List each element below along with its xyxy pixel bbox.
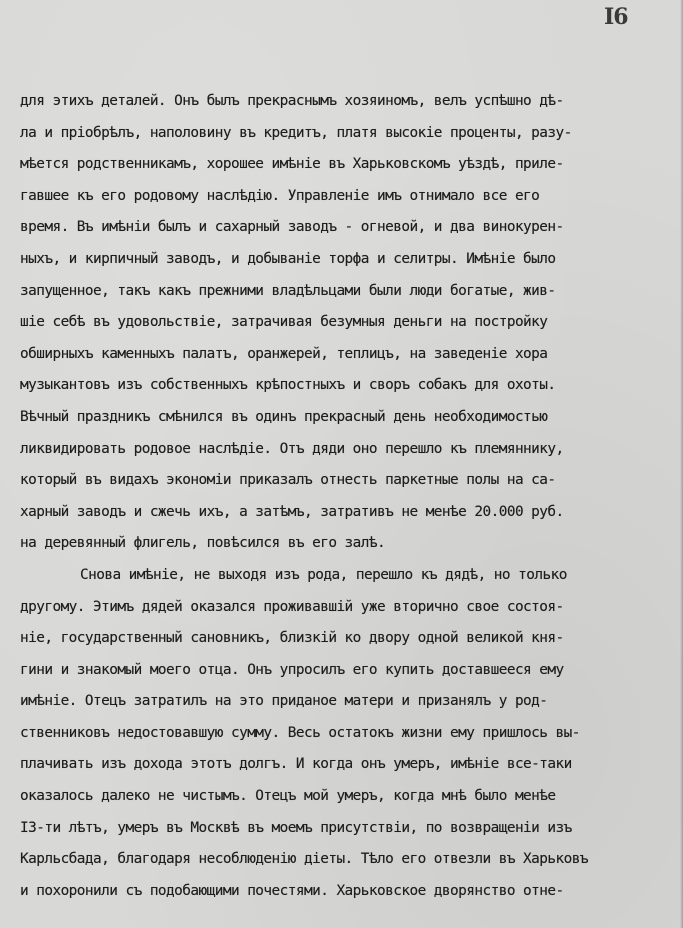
- text-line: Вѣчный праздникъ смѣнился въ одинъ прекрасный день необходимостью: [20, 408, 548, 425]
- text-line: ніе, государственный сановникъ, близкій ко двору одной великой кня-: [20, 630, 564, 647]
- text-line: ственниковъ недостовавшую сумму. Весь остатокъ жизни ему пришлось вы-: [20, 724, 580, 741]
- text-line: I3-ти лѣтъ, умеръ въ Москвѣ въ моемъ присутствіи, по возвращеніи изъ: [20, 819, 572, 836]
- text-line: гавшее къ его родовому наслѣдію. Управленіе имъ отнимало все его: [20, 187, 540, 204]
- page-number: I6: [604, 4, 628, 30]
- text-line: мѣется родственникамъ, хорошее имѣніе въ Харьковскомъ уѣздѣ, приле-: [20, 156, 564, 173]
- text-line: ликвидировать родовое наслѣдіе. Отъ дяди оно перешло къ племяннику,: [20, 440, 564, 457]
- text-line: харный заводъ и сжечь ихъ, а затѣмъ, затративъ не менѣе 20.000 руб.: [20, 503, 564, 520]
- text-line: ла и пріобрѣлъ, наполовину въ кредитъ, платя высокіе проценты, разу-: [20, 124, 572, 141]
- text-line: ныхъ, и кирпичный заводъ, и добываніе торфа и селитры. Имѣніе было: [20, 250, 556, 267]
- text-line: гини и знакомый моего отца. Онъ упросилъ его купить доставшееся ему: [20, 661, 564, 678]
- text-line: и похоронили съ подобающими почестями. Харьковское дворянство отне-: [20, 882, 564, 899]
- paragraph-start-line: Снова имѣніе, не выходя изъ рода, перешло къ дядѣ, но только: [80, 566, 567, 583]
- text-line: плачивать изъ дохода этотъ долгъ. И когда онъ умеръ, имѣніе все-таки: [20, 756, 572, 773]
- text-line: другому. Этимъ дядей оказался проживавшій уже вторично свое состоя-: [20, 598, 564, 615]
- text-line: время. Въ имѣніи былъ и сахарный заводъ - огневой, и два винокурен-: [20, 219, 564, 236]
- text-line: который въ видахъ экономіи приказалъ отнесть паркетные полы на са-: [20, 472, 556, 489]
- text-line: музыкантовъ изъ собственныхъ крѣпостныхъ и своръ собакъ для охоты.: [20, 377, 556, 394]
- text-line: шіе себѣ въ удовольствіе, затрачивая безумныя деньги на постройку: [20, 314, 548, 331]
- text-line: обширныхъ каменныхъ палатъ, оранжерей, теплицъ, на заведеніе хора: [20, 345, 548, 362]
- text-line: имѣніе. Отецъ затратилъ на это приданое матери и призанялъ у род-: [20, 693, 548, 710]
- text-line: запущенное, такъ какъ прежними владѣльцами были люди богатые, жив-: [20, 282, 556, 299]
- text-line: Карльсбада, благодаря несоблюденію діеты. Тѣло его отвезли въ Харьковъ: [20, 851, 588, 868]
- body-text: [20, 86, 680, 907]
- text-line: оказалось далеко не чистымъ. Отецъ мой умеръ, когда мнѣ было менѣе: [20, 788, 556, 805]
- text-line: для этихъ деталей. Онъ былъ прекраснымъ хозяиномъ, велъ успѣшно дѣ-: [20, 93, 564, 109]
- text-line: на деревянный флигель, повѣсился въ его залѣ.: [20, 535, 386, 552]
